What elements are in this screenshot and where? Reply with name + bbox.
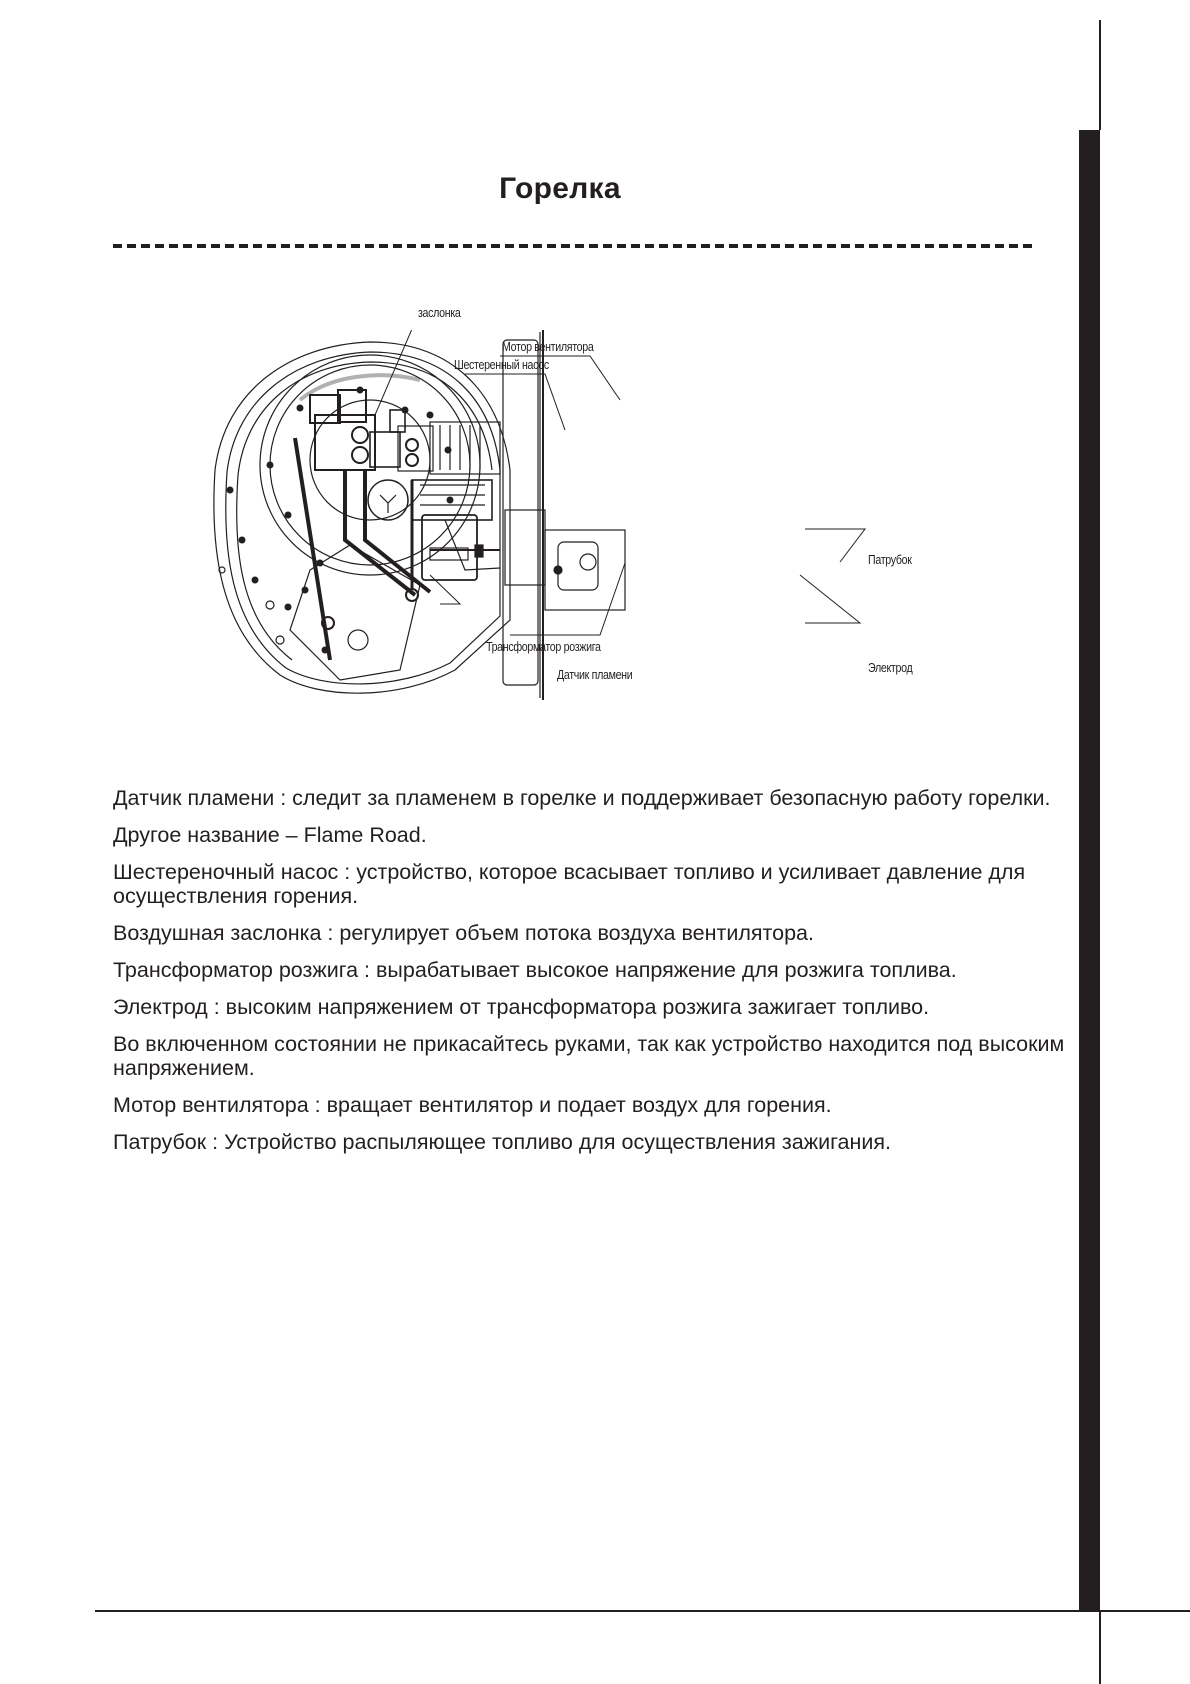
desc-high-voltage-warning: Во включенном состоянии не прикасайтесь руками, так как устройство находится под высоким напряжением. bbox=[113, 1032, 1065, 1080]
callout-nozzle: Патрубок bbox=[868, 552, 912, 567]
corner-line bbox=[1099, 1610, 1190, 1612]
callout-electrode: Электрод bbox=[868, 660, 913, 675]
callout-damper: заслонка bbox=[418, 305, 461, 320]
callout-fan-motor: Мотор вентилятора bbox=[502, 339, 594, 354]
desc-nozzle: Патрубок : Устройство распыляющее топливо для осуществления зажигания. bbox=[113, 1130, 891, 1154]
desc-gear-pump: Шестереночный насос : устройство, которое всасывает топливо и усиливает давление для осуществления горения. bbox=[113, 860, 1026, 908]
desc-fan-motor: Мотор вентилятора : вращает вентилятор и подает воздух для горения. bbox=[113, 1093, 832, 1117]
desc-flame-sensor: Датчик пламени : следит за пламенем в горелке и поддерживает безопасную работу горелки. bbox=[113, 786, 1051, 810]
desc-air-damper: Воздушная заслонка : регулирует объем потока воздуха вентилятора. bbox=[113, 921, 814, 945]
callout-ignition-transformer: Трансформатор розжига bbox=[486, 639, 601, 654]
component-descriptions bbox=[113, 786, 1073, 1167]
burner-diagram bbox=[200, 305, 940, 710]
desc-ignition-transformer: Трансформатор розжига : вырабатывает высокое напряжение для розжига топлива. bbox=[113, 958, 957, 982]
callout-flame-sensor: Датчик пламени bbox=[557, 667, 633, 682]
callout-gear-pump: Шестеренный насос bbox=[454, 357, 549, 372]
burner-front-view bbox=[214, 342, 510, 693]
side-tab-bar bbox=[1079, 130, 1100, 1611]
callout-leaders bbox=[375, 330, 865, 635]
page-title: Горелка bbox=[499, 172, 621, 206]
desc-flame-road: Другое название – Flame Road. bbox=[113, 823, 427, 847]
dashed-divider bbox=[113, 244, 1035, 248]
desc-electrode: Электрод : высоким напряжением от трансформатора розжига зажигает топливо. bbox=[113, 995, 930, 1019]
footer-rule bbox=[95, 1610, 1100, 1612]
page-edge-line-bottom bbox=[1099, 1611, 1101, 1684]
page-edge-line-top bbox=[1099, 20, 1101, 130]
